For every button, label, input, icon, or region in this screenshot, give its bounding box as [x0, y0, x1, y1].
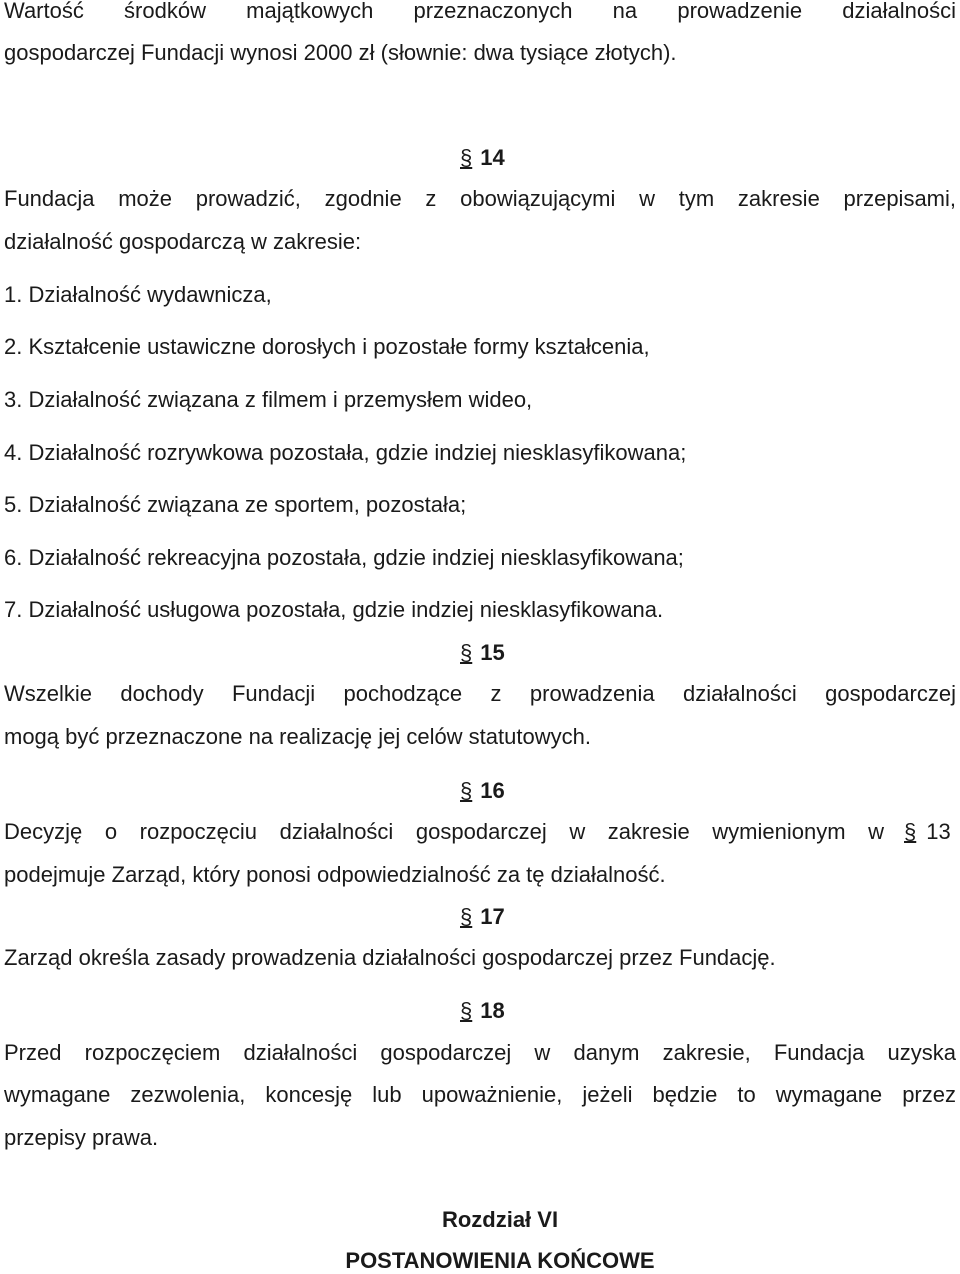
opening-line-2: gospodarczej Fundacji wynosi 2000 zł (słownie: dwa tysiące złotych). — [4, 40, 677, 65]
section-number: 14 — [480, 145, 505, 170]
section-symbol: § — [460, 998, 473, 1023]
section-symbol: § — [904, 819, 917, 844]
section-16-heading — [460, 778, 505, 804]
s16-line-2: podejmuje Zarząd, który ponosi odpowiedzialność za tę działalność. — [4, 862, 666, 887]
section-number: 16 — [480, 778, 505, 803]
reference-number: 13 — [926, 819, 951, 844]
s16-line-1: Decyzję o rozpoczęciu działalności gospodarczej w zakresie wymienionym w — [4, 819, 884, 844]
list-item: 6. Działalność rekreacyjna pozostała, gdzie indziej niesklasyfikowana; — [4, 545, 684, 570]
list-item: 5. Działalność związana ze sportem, pozostała; — [4, 492, 467, 517]
section-number: 15 — [480, 640, 505, 665]
section-number: 18 — [480, 998, 505, 1023]
list-item: 2. Kształcenie ustawiczne dorosłych i pozostałe formy kształcenia, — [4, 334, 650, 359]
list-item: 3. Działalność związana z filmem i przemysłem wideo, — [4, 387, 533, 412]
s18-line-1: Przed rozpoczęciem działalności gospodarczej w danym zakresie, Fundacja uzyska — [4, 1040, 956, 1065]
s18-line-3: przepisy prawa. — [4, 1125, 159, 1150]
chapter-label: Rozdział VI — [441, 1207, 559, 1232]
section-symbol: § — [460, 904, 473, 929]
chapter-title: POSTANOWIENIA KOŃCOWE — [345, 1248, 655, 1273]
s14-intro-line-1: Fundacja może prowadzić, zgodnie z obowiązującymi w tym zakresie przepisami, — [4, 186, 956, 211]
list-item: 4. Działalność rozrywkowa pozostała, gdzie indziej niesklasyfikowana; — [4, 440, 687, 465]
s17-line-1: Zarząd określa zasady prowadzenia działalności gospodarczej przez Fundację. — [4, 945, 776, 970]
s15-line-1: Wszelkie dochody Fundacji pochodzące z prowadzenia działalności gospodarczej — [4, 681, 956, 706]
opening-line-1: Wartość środków majątkowych przeznaczonych na prowadzenie działalności — [4, 0, 956, 23]
s16-reference — [904, 819, 951, 845]
section-symbol: § — [460, 145, 473, 170]
s14-intro-line-2: działalność gospodarczą w zakresie: — [4, 229, 362, 254]
section-15-heading — [460, 640, 505, 666]
list-item: 1. Działalność wydawnicza, — [4, 282, 272, 307]
section-14-heading — [460, 145, 505, 171]
list-item: 7. Działalność usługowa pozostała, gdzie indziej niesklasyfikowana. — [4, 597, 664, 622]
section-18-heading — [460, 998, 505, 1024]
section-number: 17 — [480, 904, 505, 929]
section-17-heading — [460, 904, 505, 930]
s18-line-2: wymagane zezwolenia, koncesję lub upoważnienie, jeżeli będzie to wymagane przez — [4, 1082, 956, 1107]
s15-line-2: mogą być przeznaczone na realizację jej celów statutowych. — [4, 724, 591, 749]
section-symbol: § — [460, 640, 473, 665]
section-symbol: § — [460, 778, 473, 803]
